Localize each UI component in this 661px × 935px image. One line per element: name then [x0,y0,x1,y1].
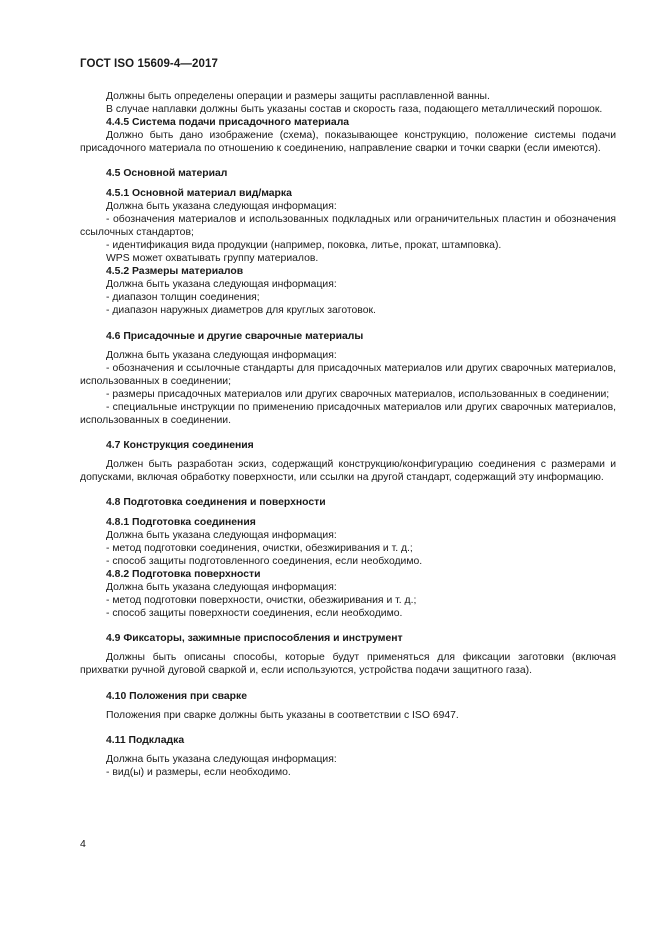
paragraph-info-required: Должна быть указана следующая информация: [106,753,337,765]
heading-4-10: 4.10 Положения при сварке [106,690,247,702]
heading-4-9: 4.9 Фиксаторы, зажимные приспособления и инструмент [106,633,403,645]
paragraph-welding-positions: Положения при сварке должны быть указаны в соответствии с ISO 6947. [106,709,459,721]
list-item: - способ защиты поверхности соединения, если необходимо. [106,608,403,620]
heading-4-5-1: 4.5.1 Основной материал вид/марка [106,187,292,199]
heading-4-5: 4.5 Основной материал [106,168,228,180]
heading-4-8: 4.8 Подготовка соединения и поверхности [106,497,326,509]
paragraph-fixtures: Должны быть описаны способы, которые будут применяться для фиксации заготовки (включая прихватки ручной дуговой сваркой и, если используются, устройства подачи защитного газа). [80,652,616,677]
paragraph-wps-group: WPS может охватывать группу материалов. [106,253,319,265]
paragraph-joint-design: Должен быть разработан эскиз, содержащий конструкцию/конфигурацию соединения с размерами и допусками, включая обработку поверхности, или ссылки на другой стандарт, содержащий эту информацию. [80,459,616,484]
list-item: - специальные инструкции по применению присадочных материалов или других сварочных материалов, использованных в соединении. [80,401,616,427]
heading-4-5-2: 4.5.2 Размеры материалов [106,266,244,278]
heading-4-6: 4.6 Присадочные и другие сварочные материалы [106,330,364,342]
heading-4-11: 4.11 Подкладка [106,734,185,746]
page-body [80,90,616,779]
list-item: - обозначения материалов и использованных подкладных или ограничительных пластин и обозначения ссылочных стандартов; [80,213,616,238]
list-item: - вид(ы) и размеры, если необходимо. [106,766,291,778]
list-item: - обозначения и ссылочные стандарты для присадочных материалов или других сварочных материалов, использованных в соединении; [80,362,616,387]
heading-4-4-5: 4.4.5 Система подачи присадочного материала [106,117,350,129]
list-item: - размеры присадочных материалов или других сварочных материалов, использованных в соединении; [106,388,610,400]
paragraph-surfacing-gas: В случае наплавки должны быть указаны состав и скорость газа, подающего металлический порошок. [106,104,603,116]
paragraph-info-required: Должна быть указана следующая информация: [106,349,337,361]
list-item: - метод подготовки поверхности, очистки, обезжиривания и т. д.; [106,595,417,607]
list-item: - способ защиты подготовленного соединения, если необходимо. [106,555,423,567]
document-header: ГОСТ ISO 15609-4—2017 [80,58,218,70]
paragraph-info-required: Должна быть указана следующая информация: [106,200,337,212]
heading-4-7: 4.7 Конструкция соединения [106,440,254,452]
paragraph-info-required: Должна быть указана следующая информация: [106,582,337,593]
list-item: - идентификация вида продукции (например, поковка, литье, прокат, штамповка). [106,239,502,251]
list-item: - диапазон толщин соединения; [106,292,260,304]
paragraph-info-required: Должна быть указана следующая информация: [106,279,337,291]
heading-4-8-2: 4.8.2 Подготовка поверхности [106,568,261,580]
page-number: 4 [80,838,86,850]
heading-4-8-1: 4.8.1 Подготовка соединения [106,516,256,528]
list-item: - метод подготовки соединения, очистки, обезжиривания и т. д.; [106,542,413,554]
paragraph-info-required: Должна быть указана следующая информация: [106,529,337,541]
paragraph-weld-pool-protection: Должны быть определены операции и размеры защиты расплавленной ванны. [106,91,490,102]
paragraph-filler-feed: Должно быть дано изображение (схема), показывающее конструкцию, положение системы подачи присадочного материала по отношению к соединению, направление сварки и точки сварки (если имеются). [80,130,616,155]
list-item: - диапазон наружных диаметров для круглых заготовок. [106,305,376,317]
